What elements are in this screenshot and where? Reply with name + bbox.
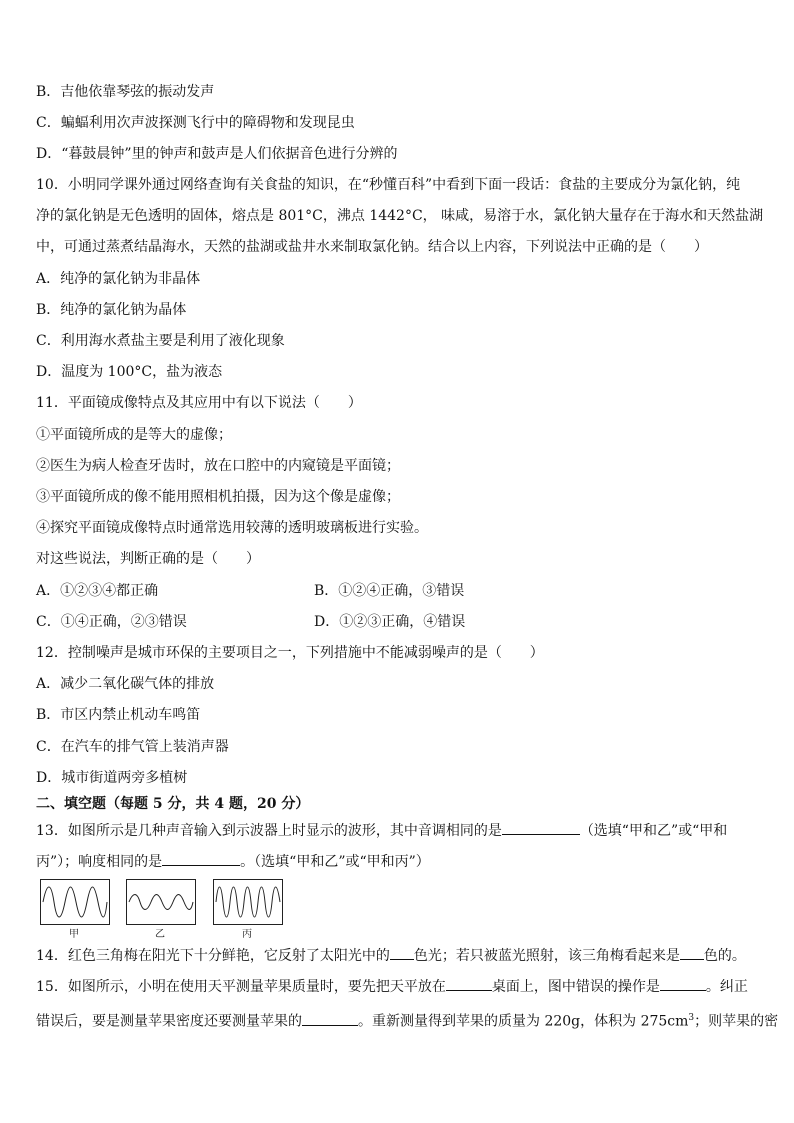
q11-statement-3: ③平面镜所成的像不能用照相机拍摄，因为这个像是虚像； xyxy=(36,489,400,505)
q15-superscript: 3 xyxy=(688,1013,695,1023)
q14-text-b: 色光；若只被蓝光照射，该三角梅看起来是 xyxy=(413,948,680,964)
q15-text-e: 。重新测量得到苹果的质量为 220g，体积为 275cm xyxy=(358,1013,689,1030)
q9-option-d: D．“暮鼓晨钟”里的钟声和鼓声是人们依据音色进行分辨的 xyxy=(36,146,398,162)
q10-option-b: B．纯净的氯化钠为晶体 xyxy=(36,302,187,318)
q12-option-a: A．减少二氧化碳气体的排放 xyxy=(36,676,215,692)
q11-ask: 对这些说法，判断正确的是（ ） xyxy=(36,551,260,567)
waveform-jia-svg xyxy=(41,880,109,924)
waveform-yi xyxy=(126,879,196,925)
waveform-yi-svg xyxy=(127,880,195,924)
q13-line1 xyxy=(36,820,727,841)
waveform-jia xyxy=(40,879,110,925)
q13-blank-2[interactable] xyxy=(162,851,240,866)
q15-text-a: 15．如图所示，小明在使用天平测量苹果质量时，要先把天平放在 xyxy=(36,979,446,995)
q14-line xyxy=(36,945,746,966)
q14-blank-1[interactable] xyxy=(390,945,414,960)
waveform-label-jia: 甲 xyxy=(69,929,79,940)
q14-blank-2[interactable] xyxy=(680,945,704,960)
q15-text-c: 。纠正 xyxy=(705,979,748,995)
q15-blank-3[interactable] xyxy=(302,1011,358,1026)
q15-line2 xyxy=(36,1008,778,1032)
q11-option-c: C．①④正确，②③错误 xyxy=(36,614,187,630)
waveform-label-bing: 丙 xyxy=(242,929,252,940)
q13-text-c: 丙”）；响度相同的是 xyxy=(36,854,163,870)
q13-blank-1[interactable] xyxy=(502,820,580,835)
q12-option-c: C．在汽车的排气管上装消声器 xyxy=(36,739,229,755)
q13-text-b: （选填“甲和乙”或“甲和 xyxy=(579,823,728,839)
waveform-label-yi: 乙 xyxy=(155,929,165,940)
q15-text-f: ；则苹果的密 xyxy=(694,1013,779,1030)
q14-text-c: 色的。 xyxy=(703,948,746,964)
q11-option-d: D．①②③正确，④错误 xyxy=(314,614,466,630)
q12-stem: 12．控制噪声是城市环保的主要项目之一，下列措施中不能减弱噪声的是（ ） xyxy=(36,645,544,661)
q10-option-a: A．纯净的氯化钠为非晶体 xyxy=(36,271,201,287)
q15-line1 xyxy=(36,976,748,997)
q11-statement-2: ②医生为病人检查牙齿时，放在口腔中的内窥镜是平面镜； xyxy=(36,458,400,474)
q10-stem-line3: 中，可通过蒸煮结晶海水，天然的盐湖或盐井水来制取氯化钠。结合以上内容，下列说法中正确的是（ ） xyxy=(36,239,708,255)
q11-option-a: A．①②③④都正确 xyxy=(36,583,159,599)
q13-text-a: 13．如图所示是几种声音输入到示波器上时显示的波形，其中音调相同的是 xyxy=(36,823,502,839)
section-2-heading: 二、填空题（每题 5 分，共 4 题，20 分） xyxy=(36,796,310,812)
q10-stem-line2: 净的氯化钠是无色透明的固体，熔点是 801°C，沸点 1442°C， 味咸，易溶于水，氯化钠大量存在于海水和天然盐湖 xyxy=(36,208,764,224)
q11-stem: 11．平面镜成像特点及其应用中有以下说法（ ） xyxy=(36,395,362,411)
q12-option-b: B．市区内禁止机动车鸣笛 xyxy=(36,707,201,723)
q12-option-d: D．城市街道两旁多植树 xyxy=(36,770,188,786)
waveform-bing-svg xyxy=(214,880,282,924)
q11-statement-4: ④探究平面镜成像特点时通常选用较薄的透明玻璃板进行实验。 xyxy=(36,520,428,536)
q13-line2 xyxy=(36,851,430,872)
q11-option-b: B．①②④正确，③错误 xyxy=(314,583,465,599)
q10-option-d: D．温度为 100°C，盐为液态 xyxy=(36,364,223,380)
q9-option-b: B．吉他依靠琴弦的振动发声 xyxy=(36,84,215,100)
q15-text-b: 桌面上，图中错误的操作是 xyxy=(491,979,660,995)
q15-blank-1[interactable] xyxy=(446,976,492,991)
q15-text-d: 错误后，要是测量苹果密度还要测量苹果的 xyxy=(36,1013,302,1030)
q14-text-a: 14．红色三角梅在阳光下十分鲜艳，它反射了太阳光中的 xyxy=(36,948,390,964)
q15-blank-2[interactable] xyxy=(660,976,706,991)
q11-statement-1: ①平面镜所成的是等大的虚像； xyxy=(36,427,232,443)
q9-option-c: C．蝙蝠利用次声波探测飞行中的障碍物和发现昆虫 xyxy=(36,115,355,131)
q10-option-c: C．利用海水煮盐主要是利用了液化现象 xyxy=(36,333,285,349)
waveform-bing xyxy=(213,879,283,925)
q10-stem-line1: 10．小明同学课外通过网络查询有关食盐的知识，在“秒懂百科”中看到下面一段话：食盐的主要成分为氯化钠，纯 xyxy=(36,177,741,193)
q13-text-d: 。（选填“甲和乙”或“甲和丙”） xyxy=(240,854,430,870)
